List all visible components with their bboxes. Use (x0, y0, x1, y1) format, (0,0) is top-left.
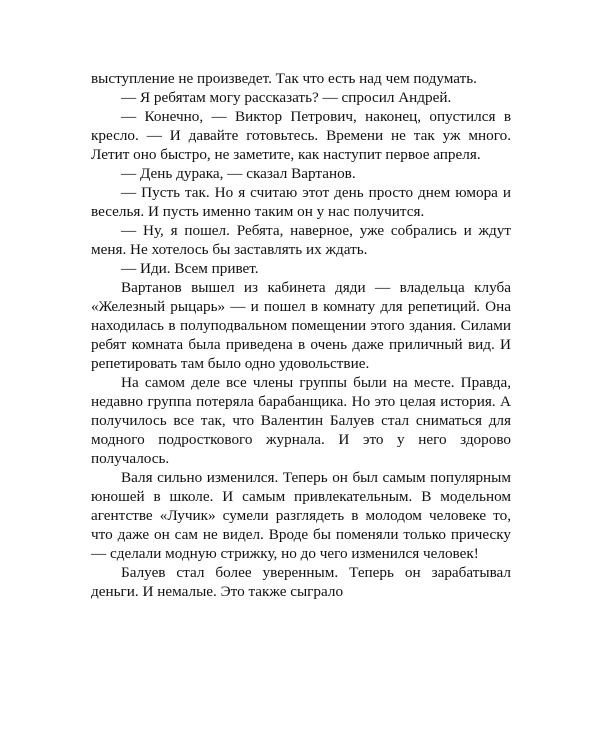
document-page (91, 69, 511, 601)
paragraph-6: — Ну, я пошел. Ребята, наверное, уже собрались и ждут меня. Не хотелось бы заставлять их ждать. (91, 222, 511, 258)
paragraph-9: На самом деле все члены группы были на месте. Правда, недавно группа потеряла барабанщика. Но это целая история. А получилось все так, что Валентин Балуев стал сниматься для модного подросткового журнала. И это у него здорово получалось. (91, 374, 511, 467)
paragraph-8: Вартанов вышел из кабинета дяди — владельца клуба «Железный рыцарь» — и пошел в комнату для репетиций. Она находилась в полуподвальном помещении этого здания. Силами ребят комната была приведена в очень даже приличный вид. И репетировать там было одно удовольствие. (91, 279, 511, 372)
paragraph-10: Валя сильно изменился. Теперь он был самым популярным юношей в школе. И самым привлекательным. В модельном агентстве «Лучик» сумели разглядеть в молодом человеке то, что даже он сам не видел. Вроде бы поменяли только прическу — сделали модную стрижку, но до чего изменился человек! (91, 469, 511, 562)
paragraph-7: — Иди. Всем привет. (121, 260, 259, 277)
paragraph-5: — Пусть так. Но я считаю этот день просто днем юмора и веселья. И пусть именно таким он у нас получится. (91, 184, 511, 220)
paragraph-11: Балуев стал более уверенным. Теперь он зарабатывал деньги. И немалые. Это также сыграло (91, 564, 511, 600)
paragraph-2: — Я ребятам могу рассказать? — спросил Андрей. (121, 89, 452, 106)
paragraph-3: — Конечно, — Виктор Петрович, наконец, опустился в кресло. — И давайте готовьтесь. Времени не так уж много. Летит оно быстро, не заметите, как наступит первое апреля. (91, 108, 511, 163)
paragraph-1: выступление не произведет. Так что есть над чем подумать. (91, 70, 477, 87)
paragraph-4: — День дурака, — сказал Вартанов. (121, 165, 356, 182)
